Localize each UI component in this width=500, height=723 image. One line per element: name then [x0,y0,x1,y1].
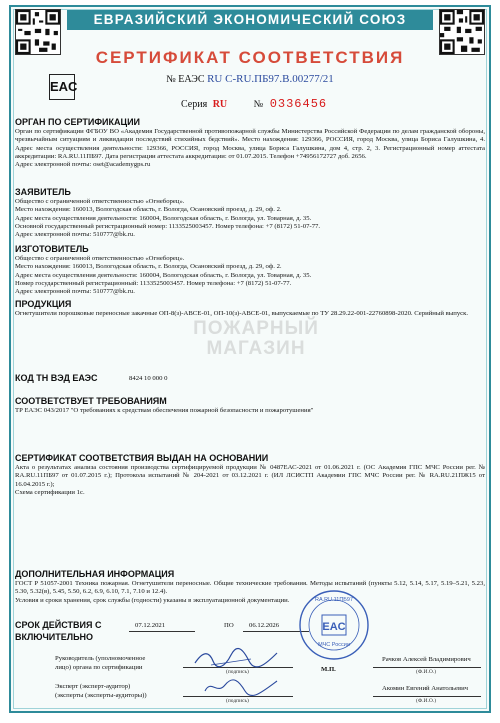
additional-storage: Условия и сроки хранения, срок службы (годности) указаны в эксплуатационной документации. [15,596,290,604]
number-prefix: № ЕАЭС [166,74,205,85]
manufacturer-line: Номер государственный регистрационный: 1133525003457. Номер телефона: +7 (8172) 51-07-77. [15,279,292,287]
expert-name-caption: (Ф.И.О.) [416,698,437,704]
stamp-mp-label: М.П. [321,666,336,673]
validity-from: 07.12.2021 [135,622,166,629]
watermark [171,319,341,359]
stamp-center-mark: EAC [322,621,346,633]
applicant-line: Общество с ограниченной ответственностью «Огнеборец». [15,198,185,205]
additional-standard: ГОСТ Р 51057-2001 Техника пожарная. Огнетушители переносные. Общие технические требования. Методы испытаний (пункты 5.12, 5.14, 5.17, 5.19–5.21, 5.23, 5.30, 5.32(в), 5.45, 5.50, 6.2, 6.9, 6.10, 7.1, 7.10 и 12.4). [15,580,485,596]
requirements-heading: СООТВЕТСТВУЕТ ТРЕБОВАНИЯМ [15,396,167,406]
head-signature-caption: (подпись) [226,669,249,675]
head-name: Рачков Алексей Владимирович [382,656,471,663]
applicant-line: Место нахождения: 160013, Вологодская область, г. Вологда, Осановский проезд, д. 29, оф. 2. [15,206,282,214]
stamp-ring-text: RA.RU.11ПБ97 [314,597,354,603]
series-line [181,97,327,111]
basis-description: Акта о результатах анализа состояния производства сертифицируемой продукции № 0487ЕАС-2021 от 01.06.2021 г. (ОС Академия ГПС МЧС России рег. № RA.RU.11ПБ97 от 01.07.2015 г.); Протокола испытаний № 204-2021 от 03.12.2021 г. (ИЛ ЛСИСТП Академии ГПС МЧС России рег. № RA.RU.21ПЖ15 от 16.04.2015 г.); [15,464,485,488]
manufacturer-line: Место нахождения: 160013, Вологодская область, г. Вологда, Осановский проезд, д. 29, оф. 2. [15,263,282,271]
basis-scheme: Схема сертификации 1с. [15,488,85,496]
head-label-1: Руководитель (уполномоченное [55,655,146,662]
organ-description: Орган по сертификации ФГБОУ ВО «Академия Государственной противопожарной службы Министерства Российской Федерации по делам гражданской обороны, чрезвычайным ситуациям и ликвидации последствий стихийных бедствий». Место нахождения: 129366, РОССИЯ, город Москва, улица Бориса Галушкина, 4. Адрес места осуществления деятельности: 129366, РОССИЯ, город Москва, улица Бориса Галушкина, дом 4, стр. 2, 3. Регистрационный номер аттестата аккредитации: RA.RU.11ПБ97. Дата регистрации аттестата аккредитации: от 01.07.2015. Телефон +74956172727 доб. 2656. [15,128,485,160]
manufacturer-email: Адрес электронной почты: 510777@bk.ru. [15,288,135,296]
expert-signature-icon [201,677,281,697]
banner: ЕВРАЗИЙСКИЙ ЭКОНОМИЧЕСКИЙ СОЮЗ [67,10,433,30]
series-code: RU [212,99,228,110]
expert-label-1: Эксперт (эксперт-аудитор) [55,683,131,690]
manufacturer-heading: ИЗГОТОВИТЕЛЬ [15,244,89,254]
expert-label-2: (эксперты (эксперты-аудиторы)) [55,692,147,699]
basis-heading: СЕРТИФИКАТ СООТВЕТСТВИЯ ВЫДАН НА ОСНОВАНИИ [15,453,269,463]
tnved-value: 8424 10 000 0 [129,375,168,382]
number-value: RU С-RU.ПБ97.В.00277/21 [207,73,334,85]
expert-signature-caption: (подпись) [226,698,249,704]
additional-text [15,580,485,605]
product-text: Огнетушители порошковые переносные закачные ОП-8(з)-АВСЕ-01, ОП-10(з)-АВСЕ-01, выпускаемые по ТУ 28.29.22-001-22760898-2020. Серийный выпуск. [15,310,469,317]
validity-heading-2: ВКЛЮЧИТЕЛЬНО [15,632,94,642]
expert-name-line [373,696,481,697]
watermark-line: ПОЖАРНЫЙ [193,318,319,339]
stamp-bottom-text: МЧС России [318,642,350,648]
certification-stamp-icon [298,589,370,661]
validity-to: 06.12.2026 [249,622,280,629]
organ-text [15,128,485,169]
applicant-line: Основной государственный регистрационный номер: 1133525003457. Номер телефона: +7 (8172) 51-07-77. [15,222,321,230]
certificate-number [11,73,489,85]
requirements-text: ТР ЕАЭС 043/2017 "О требованиях к средствам обеспечения пожарной безопасности и пожаротушения" [15,407,314,414]
head-signature-icon [191,647,281,669]
certificate-page [9,5,491,713]
validity-to-label: ПО [224,622,234,629]
watermark-line: МАГАЗИН [206,338,306,359]
validity-from-underline [129,631,195,632]
head-name-caption: (Ф.И.О.) [416,669,437,675]
additional-heading: ДОПОЛНИТЕЛЬНАЯ ИНФОРМАЦИЯ [15,569,175,579]
applicant-heading: ЗАЯВИТЕЛЬ [15,187,71,197]
applicant-text [15,198,485,239]
product-heading: ПРОДУКЦИЯ [15,299,72,309]
organ-heading: ОРГАН ПО СЕРТИФИКАЦИИ [15,117,141,127]
expert-name: Акомин Евгений Анатольевич [382,685,469,692]
series-number-label: № [253,99,264,110]
applicant-line: Адрес места осуществления деятельности: 160004, Вологодская область, г. Вологда, ул. Товарная, д. 35. [15,214,312,222]
eac-mark: EAC [49,74,75,100]
manufacturer-line: Адрес места осуществления деятельности: 160004, Вологодская область, г. Вологда, ул. Товарная, д. 35. [15,271,312,279]
head-name-line [373,667,481,668]
certificate-title: СЕРТИФИКАТ СООТВЕТСТВИЯ [95,48,405,67]
applicant-email: Адрес электронной почты: 510777@bk.ru. [15,231,135,239]
head-label-2: лицо) органа по сертификации [55,664,143,671]
series-number: 0336456 [269,97,328,111]
manufacturer-text [15,255,485,296]
series-label: Серия [181,99,208,110]
organ-email: Адрес электронной почты: oset@academygps.ru [15,161,151,169]
basis-text [15,464,485,497]
tnved-heading: КОД ТН ВЭД ЕАЭС [15,373,98,383]
manufacturer-line: Общество с ограниченной ответственностью «Огнеборец». [15,255,185,262]
validity-heading-1: СРОК ДЕЙСТВИЯ С [15,620,102,630]
